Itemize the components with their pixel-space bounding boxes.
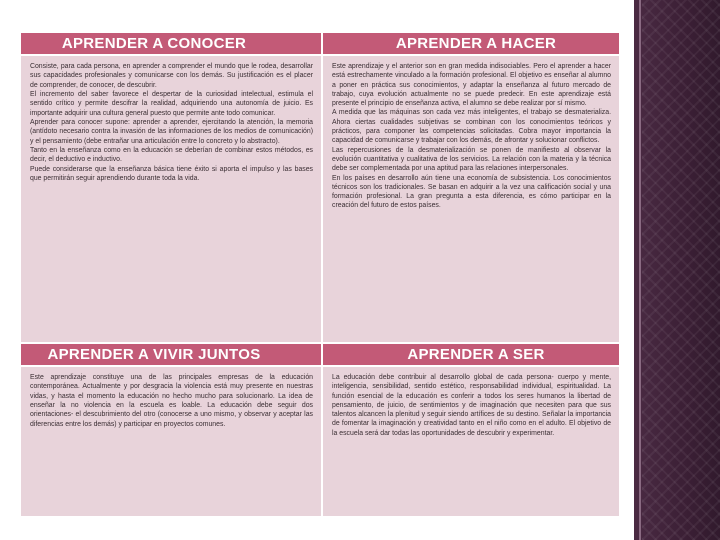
- text-aprender-a-vivir-juntos: Este aprendizaje constituye una de las principales empresas de la educación contemporánea. Actualmente y por desgracia la violencia está muy presente en nuestras vidas, y hasta el momento la educación no hecho mucho para solucionarlo. La idea de enseñar la no violencia en la escuela es loable. La educación debe seguir dos orientaciones- el descubrimiento del otro (conocerse a uno mismo, y observar y aceptar las diferencias entre los demás) y participar en proyectos comunes.: [30, 374, 313, 428]
- header-aprender-a-hacer: APRENDER A HACER: [322, 32, 620, 55]
- text-aprender-a-ser: La educación debe contribuir al desarrollo global de cada persona- cuerpo y mente, inteligencia, sensibilidad, sentido estético, responsabilidad individual, espiritualidad. La función esencial de la educación es conferir a todos los seres humanos la libertad de pensamiento, de juicio, de sentimientos y de imaginación que necesiten para que sus talentos alcancen la plenitud y seguir siendo artífices de su destino. Señalar la importancia de fomentar la imaginación y creatividad tanto en el niño como en el adulto. El objetivo de la escuela será dar todas las oportunidades de descubrir y experimentar.: [332, 374, 611, 437]
- cell-aprender-a-ser: [322, 366, 620, 517]
- decorative-divider-line: [639, 0, 641, 540]
- header-aprender-a-ser: APRENDER A SER: [322, 343, 620, 366]
- header-aprender-a-vivir-juntos: APRENDER A VIVIR JUNTOS: [20, 343, 322, 366]
- cell-aprender-a-vivir-juntos: [20, 366, 322, 517]
- four-pillars-table: [20, 32, 620, 517]
- cell-aprender-a-conocer: [20, 55, 322, 343]
- text-aprender-a-conocer: Consiste, para cada persona, en aprender a comprender el mundo que le rodea, desarrollar sus capacidades profesionales y comunicarse con los demás. Su justificación es el placer de comprender, de conocer, de descubrir. El incremento del saber favorece el despertar de la curiosidad intelectual, estimula el sentido crítico y permite descifrar la realidad, adquiriendo una autonomía de juicio. Es importante adquirir una cultura general puesto que permite ante todo comunicar. Aprender para conocer supone: aprender a aprender, ejercitando la atención, la memoria (antídoto necesario contra la invasión de las informaciones de los medios de comunicación) y el pensamiento (debe entrañar una articulación entre lo concreto y lo abstracto). Tanto en la enseñanza como en la educación se deberían de combinar estos métodos, es decir, el deductivo e inductivo. Puede considerarse que la enseñanza básica tiene éxito si aporta el impulso y las bases que permitirán seguir aprendiendo durante toda la vida.: [30, 63, 313, 183]
- cell-aprender-a-hacer: [322, 55, 620, 343]
- text-aprender-a-hacer: Este aprendizaje y el anterior son en gran medida indisociables. Pero el aprender a hacer está estrechamente vinculado a la formación profesional. El objetivo es enseñar al alumno a poner en práctica sus conocimientos, y adaptar la enseñanza al futuro mercado de trabajo, cuya evolución actualmente no se puede predecir. En este aprendizaje está presente el principio de enseñanza activa, el alumno se debe realizar por sí mismo. A medida que las máquinas son cada vez más inteligentes, el trabajo se desmaterializa. Ahora ciertas cualidades subjetivas se combinan con los conocimientos teóricos y prácticos, para componer las competencias solicitadas. Cobra mayor importancia la capacidad de comunicarse y trabajar con los demás, de afrontar y solucionar conflictos. Las repercusiones de la desmaterialización se ponen de manifiesto al observar la evolución cuantitativa y cualitativa de los servicios. La relación con la materia y la técnica debe ser complementada por una aptitud para las relaciones interpersonales. En los países en desarrollo aún tiene una economía de subsistencia. Los conocimientos técnicos son los tradicionales. Se basan en adquirir a la vez una calificación social y una formación profesional. La gran pregunta a esta diferencia, es cómo participar en la creación del futuro de estos países.: [332, 63, 611, 210]
- decorative-band-pattern: [642, 0, 720, 540]
- header-aprender-a-conocer: APRENDER A CONOCER: [20, 32, 322, 55]
